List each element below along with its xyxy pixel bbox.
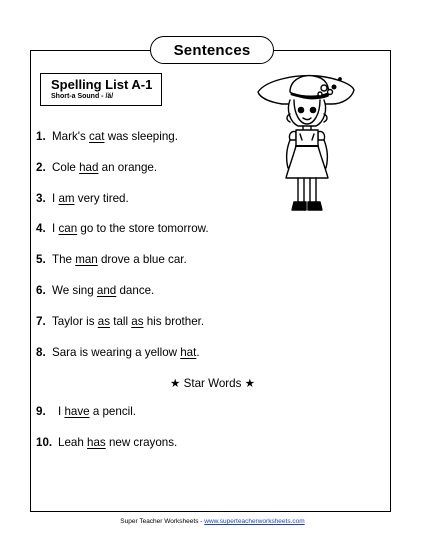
worksheet-title-text: Sentences [173,41,251,59]
sentence-number: 10. [36,436,53,449]
sentence-6 [36,284,154,298]
sentence-4 [36,222,209,236]
spelling-word: have [64,405,90,418]
spelling-word: as [97,315,110,328]
spelling-word: man [75,253,98,266]
sentence-2 [36,161,157,175]
sentence-text: Sara is wearing a yellow [52,346,181,359]
girl-illustration [256,70,356,220]
sentence-number: 5. [36,253,46,266]
sentence-number: 7. [36,315,46,328]
sentence-text: Mark's [52,130,89,143]
spelling-list-title: Spelling List A-1 [51,77,153,92]
spelling-word: has [87,436,106,449]
sentence-text: very tired. [74,192,129,205]
sentence-text: Cole [52,161,80,174]
spelling-word: as [131,315,144,328]
sentence-text: The [52,253,76,266]
sentence-7 [36,315,204,329]
sentence-text: . [196,346,200,359]
sentence-number: 4. [36,222,46,235]
spelling-list-box [40,73,162,106]
sentence-3 [36,192,129,206]
sentence-number: 9. [36,405,46,418]
spelling-word: hat [180,346,197,359]
sentence-text: I [58,405,65,418]
star-words-heading: ★ Star Words ★ [170,377,255,390]
sentence-text: We sing [52,284,97,297]
sentence-number: 8. [36,346,46,359]
sentence-text: Leah [58,436,88,449]
spelling-word: can [58,222,78,235]
sentence-number: 6. [36,284,46,297]
spelling-word: had [79,161,99,174]
sentence-text: a pencil. [89,405,136,418]
spelling-word: am [58,192,75,205]
sentence-text: I [52,192,59,205]
sentence-text: an orange. [98,161,158,174]
sentence-text: tall [110,315,132,328]
sentence-5 [36,253,187,267]
sentence-text: I [52,222,59,235]
footer-link[interactable]: www.superteacherworksheets.com [204,518,305,525]
spelling-list-subtitle: Short-a Sound - /ă/ [51,93,114,100]
spelling-word: cat [89,130,105,143]
sentence-8 [36,346,200,360]
sentence-text: Taylor is [52,315,98,328]
sentence-text: his brother. [143,315,205,328]
sentence-text: drove a blue car. [97,253,187,266]
sentence-9 [36,405,136,419]
sentence-text: dance. [116,284,155,297]
footer-text: Super Teacher Worksheets - [120,518,205,525]
sentence-1 [36,130,178,144]
sentence-text: go to the store tomorrow. [77,222,209,235]
worksheet-title [150,36,274,64]
sentence-number: 1. [36,130,46,143]
sentence-text: was sleeping. [104,130,178,143]
footer [0,518,425,525]
spelling-word: and [96,284,117,297]
sentence-text: new crayons. [105,436,178,449]
sentence-number: 2. [36,161,46,174]
sentence-10 [36,436,177,450]
sentence-number: 3. [36,192,46,205]
